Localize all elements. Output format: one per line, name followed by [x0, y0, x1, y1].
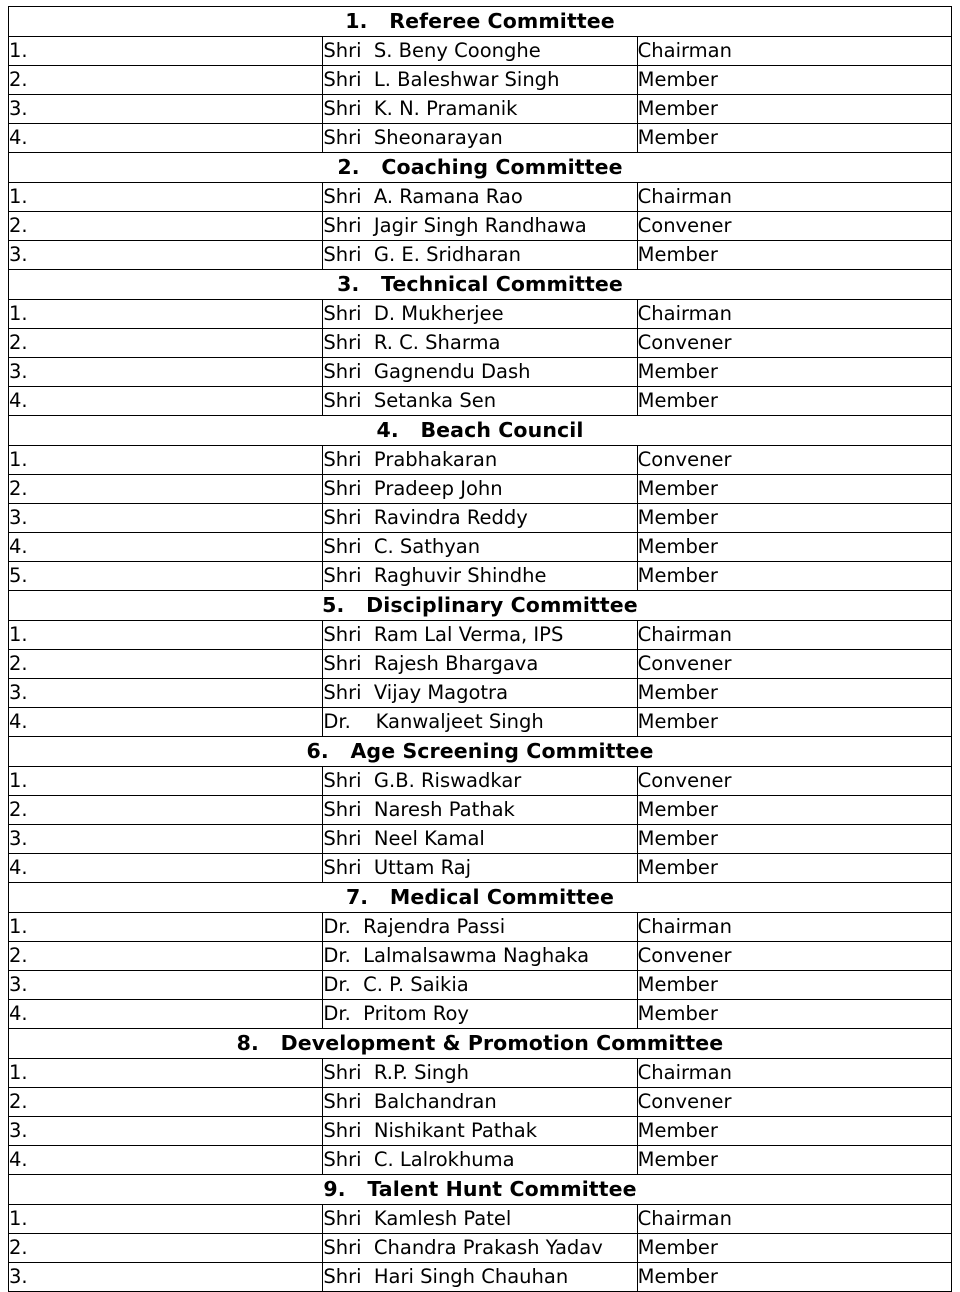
committee-section-header	[9, 270, 952, 300]
committee-section-title-cell	[9, 7, 952, 37]
member-role: Member	[637, 562, 951, 591]
member-name: Shri Pradeep John	[323, 475, 637, 504]
member-role: Member	[637, 124, 951, 153]
member-role: Member	[637, 504, 951, 533]
member-role: Member	[637, 825, 951, 854]
member-name: Shri Uttam Raj	[323, 854, 637, 883]
table-row	[9, 562, 952, 591]
member-name: Shri Nishikant Pathak	[323, 1117, 637, 1146]
member-index: 2.	[9, 475, 323, 504]
committee-section-title-cell	[9, 153, 952, 183]
committee-section-header	[9, 1175, 952, 1205]
table-row	[9, 183, 952, 212]
member-index: 3.	[9, 358, 323, 387]
table-row	[9, 358, 952, 387]
committee-section-header	[9, 416, 952, 446]
member-index: 1.	[9, 621, 323, 650]
member-role: Member	[637, 387, 951, 416]
member-name: Shri L. Baleshwar Singh	[323, 66, 637, 95]
committee-section-title: 1. Referee Committee	[345, 9, 615, 33]
committee-section-header	[9, 883, 952, 913]
member-role: Member	[637, 533, 951, 562]
table-row	[9, 1000, 952, 1029]
member-index: 4.	[9, 708, 323, 737]
member-role: Chairman	[637, 183, 951, 212]
member-name: Shri Ram Lal Verma, IPS	[323, 621, 637, 650]
member-name: Shri Kamlesh Patel	[323, 1205, 637, 1234]
member-role: Chairman	[637, 37, 951, 66]
member-role: Chairman	[637, 913, 951, 942]
table-row	[9, 212, 952, 241]
member-role: Member	[637, 241, 951, 270]
member-role: Member	[637, 95, 951, 124]
committee-section-title-cell	[9, 1175, 952, 1205]
member-name: Shri Prabhakaran	[323, 446, 637, 475]
member-name: Shri Neel Kamal	[323, 825, 637, 854]
committees-table	[8, 6, 952, 1292]
member-role: Member	[637, 796, 951, 825]
member-index: 2.	[9, 796, 323, 825]
table-row	[9, 1059, 952, 1088]
table-row	[9, 854, 952, 883]
member-name: Shri Setanka Sen	[323, 387, 637, 416]
table-row	[9, 1234, 952, 1263]
table-row	[9, 708, 952, 737]
table-row	[9, 971, 952, 1000]
member-name: Shri G. E. Sridharan	[323, 241, 637, 270]
member-index: 3.	[9, 971, 323, 1000]
member-name: Shri Hari Singh Chauhan	[323, 1263, 637, 1292]
table-row	[9, 913, 952, 942]
member-index: 4.	[9, 1000, 323, 1029]
member-name: Shri Chandra Prakash Yadav	[323, 1234, 637, 1263]
member-role: Member	[637, 1234, 951, 1263]
table-row	[9, 825, 952, 854]
member-name: Dr. Kanwaljeet Singh	[323, 708, 637, 737]
member-index: 2.	[9, 212, 323, 241]
committee-section-title-cell	[9, 591, 952, 621]
member-index: 3.	[9, 1117, 323, 1146]
committee-section-header	[9, 153, 952, 183]
member-role: Member	[637, 475, 951, 504]
member-index: 4.	[9, 1146, 323, 1175]
table-row	[9, 767, 952, 796]
committees-table-body	[9, 7, 952, 1292]
member-name: Dr. Rajendra Passi	[323, 913, 637, 942]
member-index: 4.	[9, 124, 323, 153]
member-role: Chairman	[637, 1205, 951, 1234]
table-row	[9, 66, 952, 95]
member-index: 4.	[9, 533, 323, 562]
member-name: Shri Ravindra Reddy	[323, 504, 637, 533]
member-role: Member	[637, 708, 951, 737]
member-name: Shri D. Mukherjee	[323, 300, 637, 329]
table-row	[9, 942, 952, 971]
table-row	[9, 1205, 952, 1234]
table-row	[9, 475, 952, 504]
member-role: Member	[637, 1117, 951, 1146]
table-row	[9, 1088, 952, 1117]
member-index: 3.	[9, 1263, 323, 1292]
member-index: 5.	[9, 562, 323, 591]
member-role: Chairman	[637, 1059, 951, 1088]
member-name: Shri Naresh Pathak	[323, 796, 637, 825]
member-name: Shri A. Ramana Rao	[323, 183, 637, 212]
table-row	[9, 124, 952, 153]
table-row	[9, 1117, 952, 1146]
committee-section-title: 9. Talent Hunt Committee	[323, 1177, 637, 1201]
member-index: 1.	[9, 446, 323, 475]
committee-section-title: 5. Disciplinary Committee	[322, 593, 638, 617]
committee-section-title-cell	[9, 416, 952, 446]
member-name: Dr. Pritom Roy	[323, 1000, 637, 1029]
committee-section-title: 3. Technical Committee	[337, 272, 623, 296]
member-name: Dr. C. P. Saikia	[323, 971, 637, 1000]
member-name: Shri Raghuvir Shindhe	[323, 562, 637, 591]
member-role: Member	[637, 1263, 951, 1292]
member-role: Convener	[637, 212, 951, 241]
table-row	[9, 446, 952, 475]
table-row	[9, 95, 952, 124]
member-index: 1.	[9, 767, 323, 796]
member-role: Member	[637, 358, 951, 387]
member-index: 1.	[9, 913, 323, 942]
member-index: 3.	[9, 825, 323, 854]
member-index: 2.	[9, 1234, 323, 1263]
member-index: 4.	[9, 854, 323, 883]
committee-section-title-cell	[9, 270, 952, 300]
member-role: Member	[637, 854, 951, 883]
member-name: Shri Jagir Singh Randhawa	[323, 212, 637, 241]
committee-section-title: 2. Coaching Committee	[337, 155, 623, 179]
member-index: 3.	[9, 95, 323, 124]
member-index: 3.	[9, 679, 323, 708]
member-role: Convener	[637, 1088, 951, 1117]
member-name: Shri C. Lalrokhuma	[323, 1146, 637, 1175]
member-role: Chairman	[637, 621, 951, 650]
member-name: Shri K. N. Pramanik	[323, 95, 637, 124]
member-role: Member	[637, 679, 951, 708]
table-row	[9, 504, 952, 533]
committee-section-title: 8. Development & Promotion Committee	[236, 1031, 724, 1055]
member-role: Convener	[637, 446, 951, 475]
member-role: Chairman	[637, 300, 951, 329]
member-role: Member	[637, 971, 951, 1000]
member-index: 1.	[9, 183, 323, 212]
table-row	[9, 1263, 952, 1292]
member-index: 1.	[9, 37, 323, 66]
member-name: Dr. Lalmalsawma Naghaka	[323, 942, 637, 971]
committee-section-title-cell	[9, 737, 952, 767]
committee-section-title: 6. Age Screening Committee	[306, 739, 654, 763]
member-index: 1.	[9, 1205, 323, 1234]
member-name: Shri Rajesh Bhargava	[323, 650, 637, 679]
member-name: Shri R. C. Sharma	[323, 329, 637, 358]
committee-section-header	[9, 1029, 952, 1059]
committee-section-title-cell	[9, 883, 952, 913]
table-row	[9, 650, 952, 679]
member-index: 2.	[9, 1088, 323, 1117]
member-index: 1.	[9, 1059, 323, 1088]
member-index: 2.	[9, 66, 323, 95]
member-index: 2.	[9, 329, 323, 358]
table-row	[9, 300, 952, 329]
table-row	[9, 796, 952, 825]
table-row	[9, 679, 952, 708]
member-index: 3.	[9, 241, 323, 270]
member-name: Shri Vijay Magotra	[323, 679, 637, 708]
member-role: Member	[637, 1146, 951, 1175]
member-name: Shri R.P. Singh	[323, 1059, 637, 1088]
member-index: 2.	[9, 942, 323, 971]
member-name: Shri C. Sathyan	[323, 533, 637, 562]
committee-section-title: 7. Medical Committee	[345, 885, 615, 909]
member-role: Member	[637, 1000, 951, 1029]
member-name: Shri S. Beny Coonghe	[323, 37, 637, 66]
table-row	[9, 387, 952, 416]
committee-section-title-cell	[9, 1029, 952, 1059]
table-row	[9, 621, 952, 650]
member-role: Convener	[637, 767, 951, 796]
table-row	[9, 1146, 952, 1175]
table-row	[9, 241, 952, 270]
committee-section-title: 4. Beach Council	[376, 418, 584, 442]
member-name: Shri Balchandran	[323, 1088, 637, 1117]
table-row	[9, 37, 952, 66]
member-index: 3.	[9, 504, 323, 533]
table-row	[9, 329, 952, 358]
committee-section-header	[9, 737, 952, 767]
member-index: 4.	[9, 387, 323, 416]
member-role: Convener	[637, 942, 951, 971]
member-role: Convener	[637, 329, 951, 358]
committee-section-header	[9, 591, 952, 621]
committee-section-header	[9, 7, 952, 37]
table-row	[9, 533, 952, 562]
member-index: 2.	[9, 650, 323, 679]
member-name: Shri Sheonarayan	[323, 124, 637, 153]
member-index: 1.	[9, 300, 323, 329]
member-name: Shri G.B. Riswadkar	[323, 767, 637, 796]
member-role: Convener	[637, 650, 951, 679]
member-role: Member	[637, 66, 951, 95]
member-name: Shri Gagnendu Dash	[323, 358, 637, 387]
